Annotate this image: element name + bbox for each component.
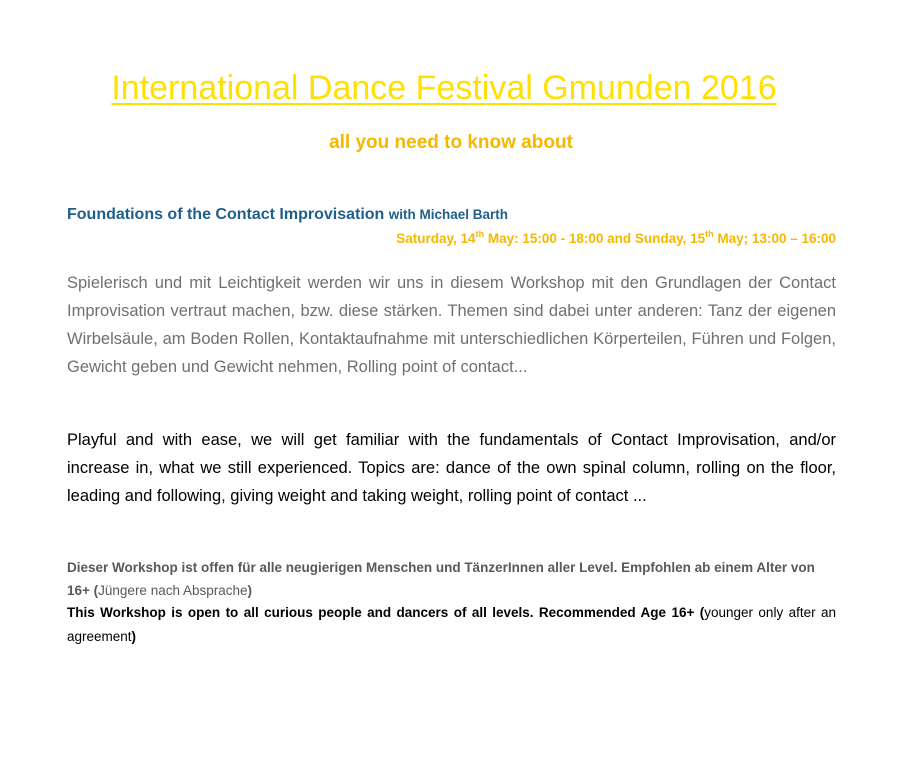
audience-note-english — [67, 601, 836, 649]
note-en-normal: younger only after an agreement — [67, 605, 836, 644]
workshop-title: Foundations of the Contact Improvisation — [67, 206, 385, 223]
workshop-schedule — [396, 228, 836, 250]
note-en-bold: This Workshop is open to all curious people and dancers of all levels. Recommended Age 16+ ( — [67, 605, 705, 620]
schedule-part-3: May; 13:00 – 16:00 — [713, 231, 836, 246]
description-english: Playful and with ease, we will get familiar with the fundamentals of Contact Improvisation, and/or increase in, what we still experienced. Topics are: dance of the own spinal column, rolling on the floor, leading and following, giving weight and taking weight, rolling point of contact ... — [67, 431, 836, 505]
schedule-sup-1: th — [475, 229, 485, 239]
note-de-bold: Dieser Workshop ist offen für alle neugierigen Menschen und TänzerInnen aller Level. Empfohlen ab einem Alter von 16+ ( — [67, 560, 815, 598]
schedule-part-2: May: 15:00 - 18:00 and Sunday, 15 — [484, 231, 706, 246]
note-en-close: ) — [131, 629, 137, 644]
note-de-close: ) — [247, 583, 253, 598]
schedule-part-1: Saturday, 14 — [396, 231, 476, 246]
workshop-heading — [67, 204, 508, 226]
audience-note-german — [67, 556, 836, 602]
description-german: Spielerisch und mit Leichtigkeit werden wir uns in diesem Workshop mit den Grundlagen der Contact Improvisation vertraut machen, bzw. diese stärken. Themen sind dabei unter anderen: Tanz der eigenen Wirbelsäule, am Boden Rollen, Kontaktaufnahme mit unterschiedlichen Körperteilen, Führen und Folgen, Gewicht geben und Gewicht nehmen, Rolling point of contact... — [67, 274, 836, 376]
schedule-sup-2: th — [705, 229, 714, 239]
workshop-teacher: with Michael Barth — [388, 207, 509, 222]
note-de-normal: Jüngere nach Absprache — [98, 583, 248, 598]
festival-subtitle: all you need to know about — [329, 132, 573, 153]
festival-title: International Dance Festival Gmunden 2016 — [111, 69, 777, 107]
